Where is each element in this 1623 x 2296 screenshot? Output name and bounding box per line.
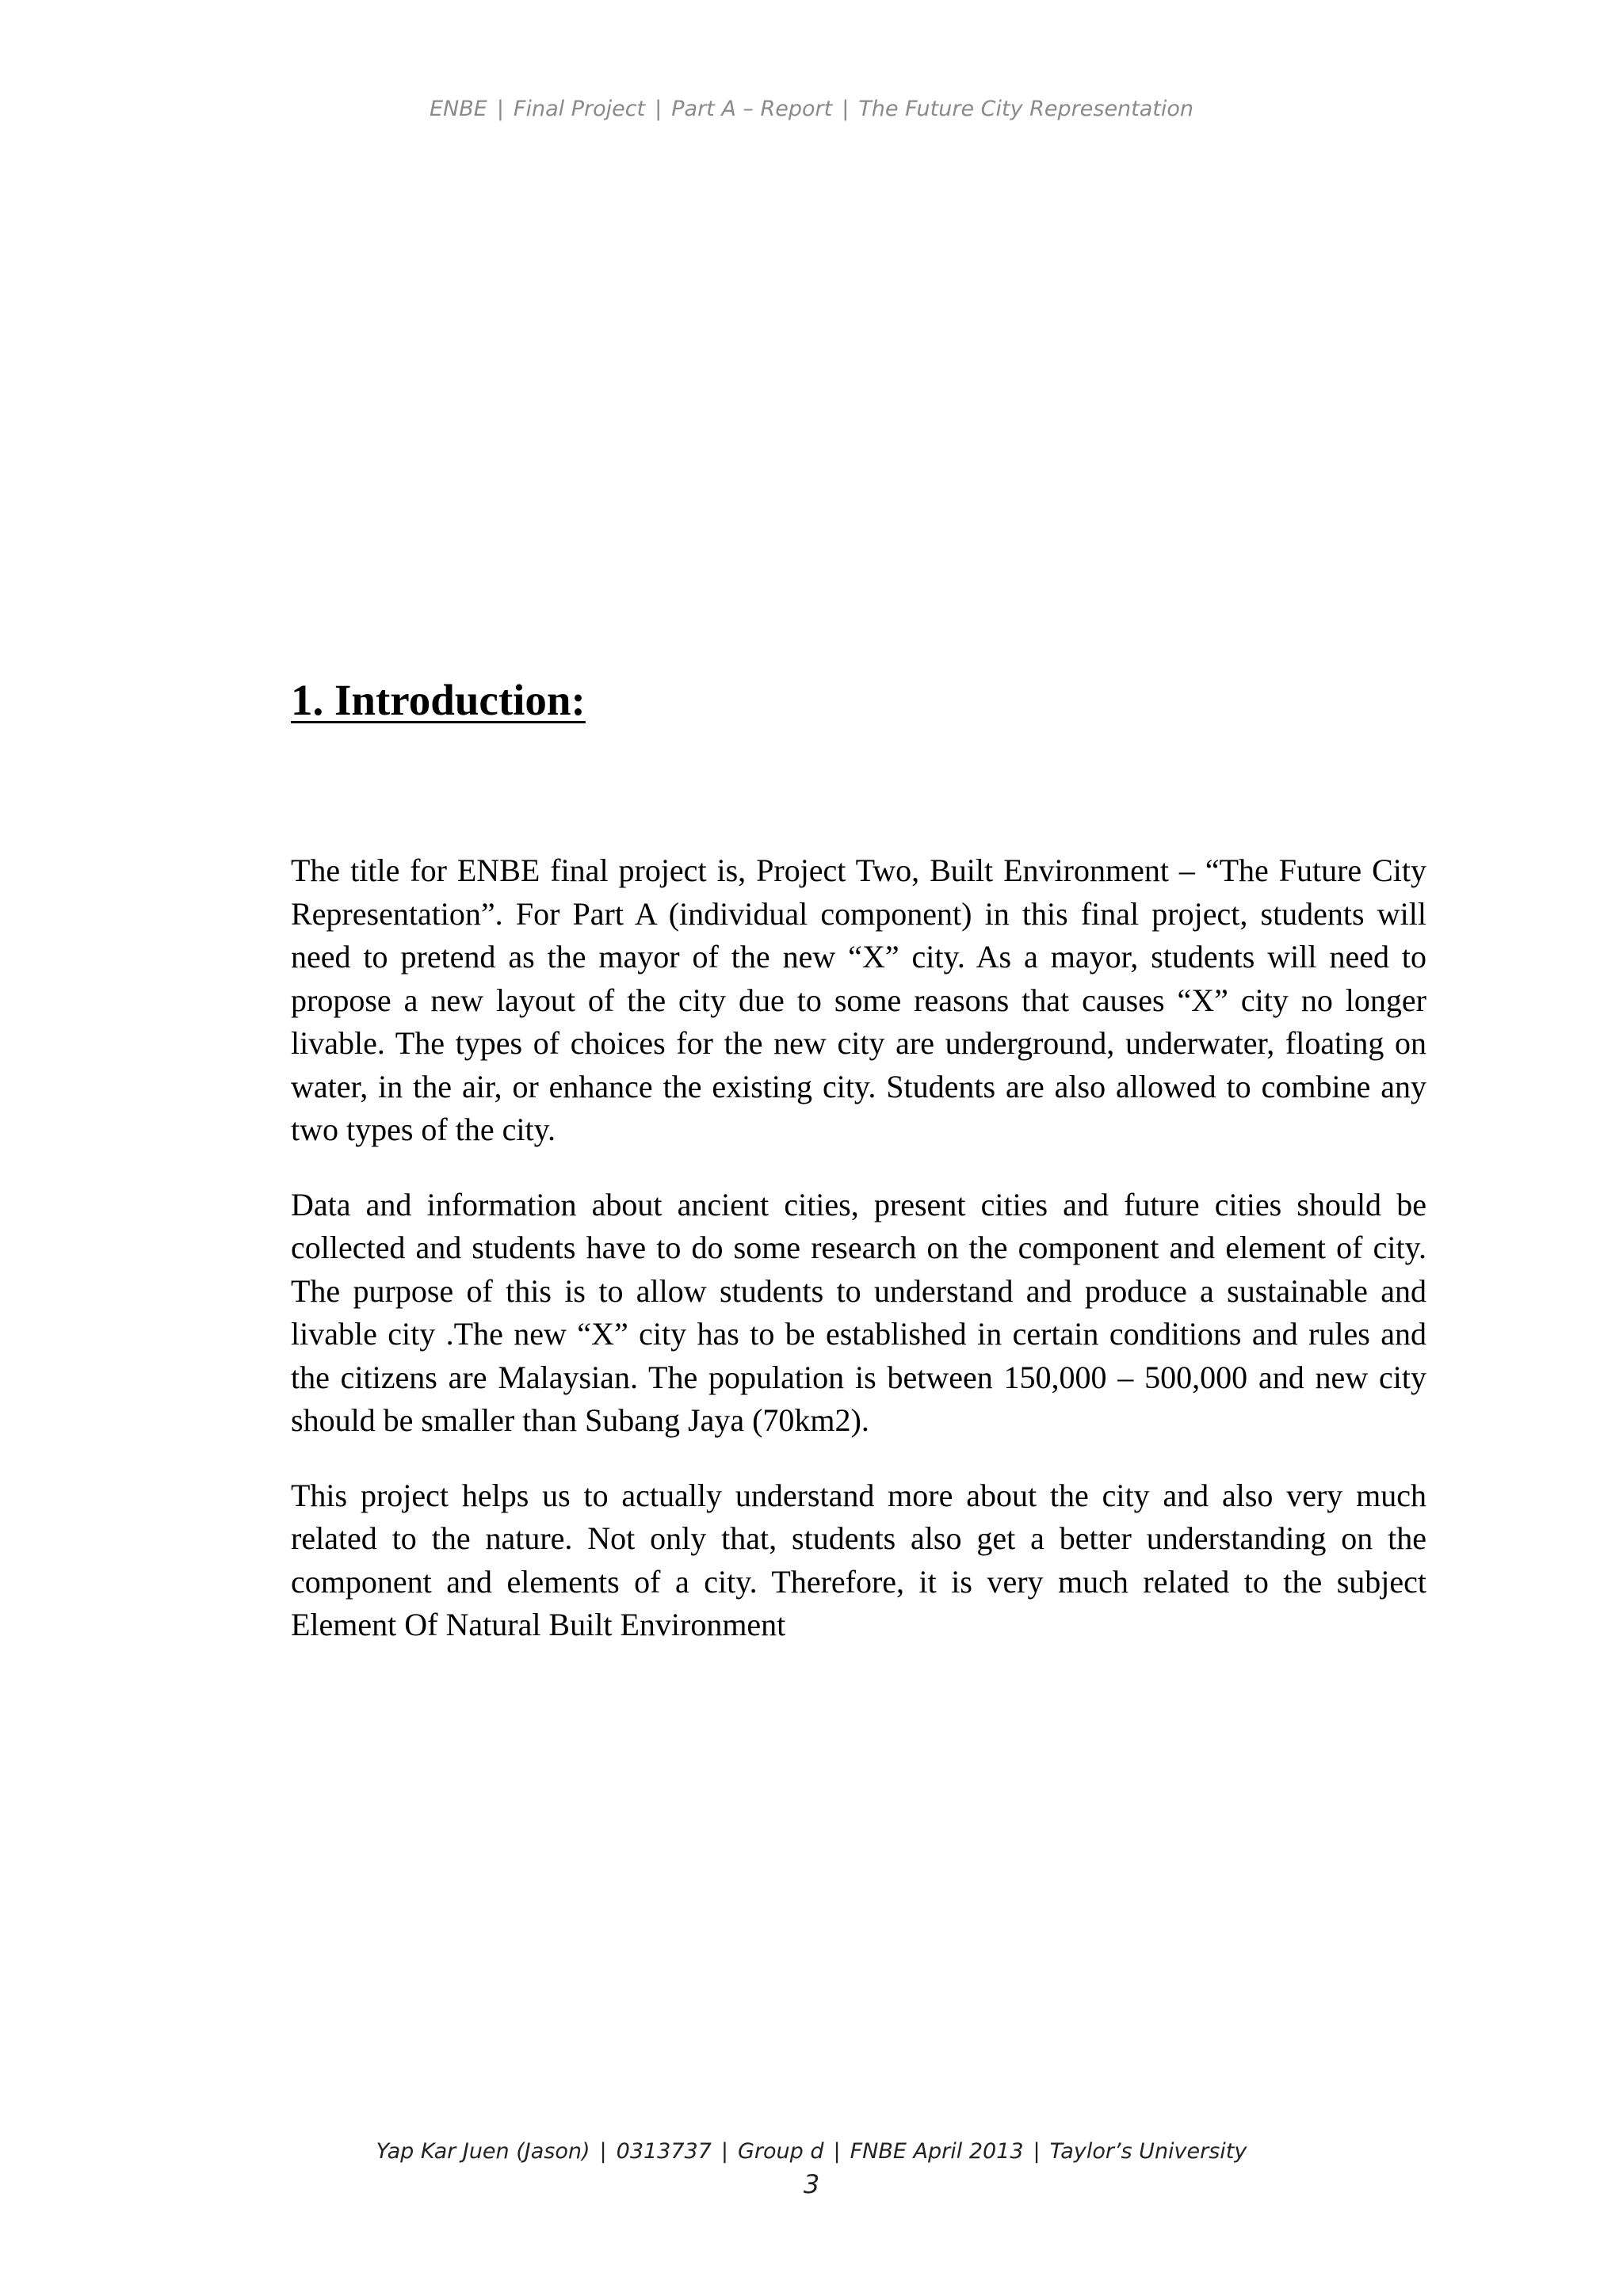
footer-separator: | [833,2139,841,2164]
page-number: 3 [803,2169,820,2199]
header-part: Part A – Report [671,97,833,121]
footer-intake: FNBE April 2013 [850,2139,1024,2164]
running-footer [0,2139,1623,2164]
section-heading: 1. Introduction: [291,676,586,724]
header-course: ENBE [429,97,487,121]
header-separator: | [842,97,850,121]
header-separator: | [496,97,504,121]
paragraph-3: This project helps us to actually understand more about the city and also very much related to the nature. Not only that, students also get a better understanding on the component and elements of a city. Therefore, it is very much related to the subject Element Of Natural Built Environment [291,1477,1426,1642]
header-project: Final Project [513,97,646,121]
footer-separator: | [599,2139,607,2164]
running-header [0,97,1623,121]
footer-student-id: 0313737 [616,2139,712,2164]
footer-university: Taylor’s University [1049,2139,1247,2164]
header-title: The Future City Representation [858,97,1194,121]
footer-separator: | [720,2139,728,2164]
paragraph-2: Data and information about ancient cities, present cities and future cities should be collected and students have to do some research on the component and element of city. The purpose of this is to allow students to understand and produce a sustainable and livable city .The new “X” city has to be established in certain conditions and rules and the citizens are Malaysian. The population is between 150,000 – 500,000 and new city should be smaller than Subang Jaya (70km2). [291,1186,1426,1438]
footer-author: Yap Kar Juen (Jason) [376,2139,590,2164]
footer-separator: | [1033,2139,1041,2164]
body-text [291,849,1426,1679]
header-separator: | [655,97,663,121]
paragraph-1: The title for ENBE final project is, Project Two, Built Environment – “The Future City Representation”. For Part A (individual component) in this final project, students will need to pretend as the mayor of the new “X” city. As a mayor, students will need to propose a new layout of the city due to some reasons that causes “X” city no longer livable. The types of choices for the new city are underground, underwater, floating on water, in the air, or enhance the existing city. Students are also allowed to combine any two types of the city. [291,852,1426,1147]
footer-group: Group d [738,2139,824,2164]
